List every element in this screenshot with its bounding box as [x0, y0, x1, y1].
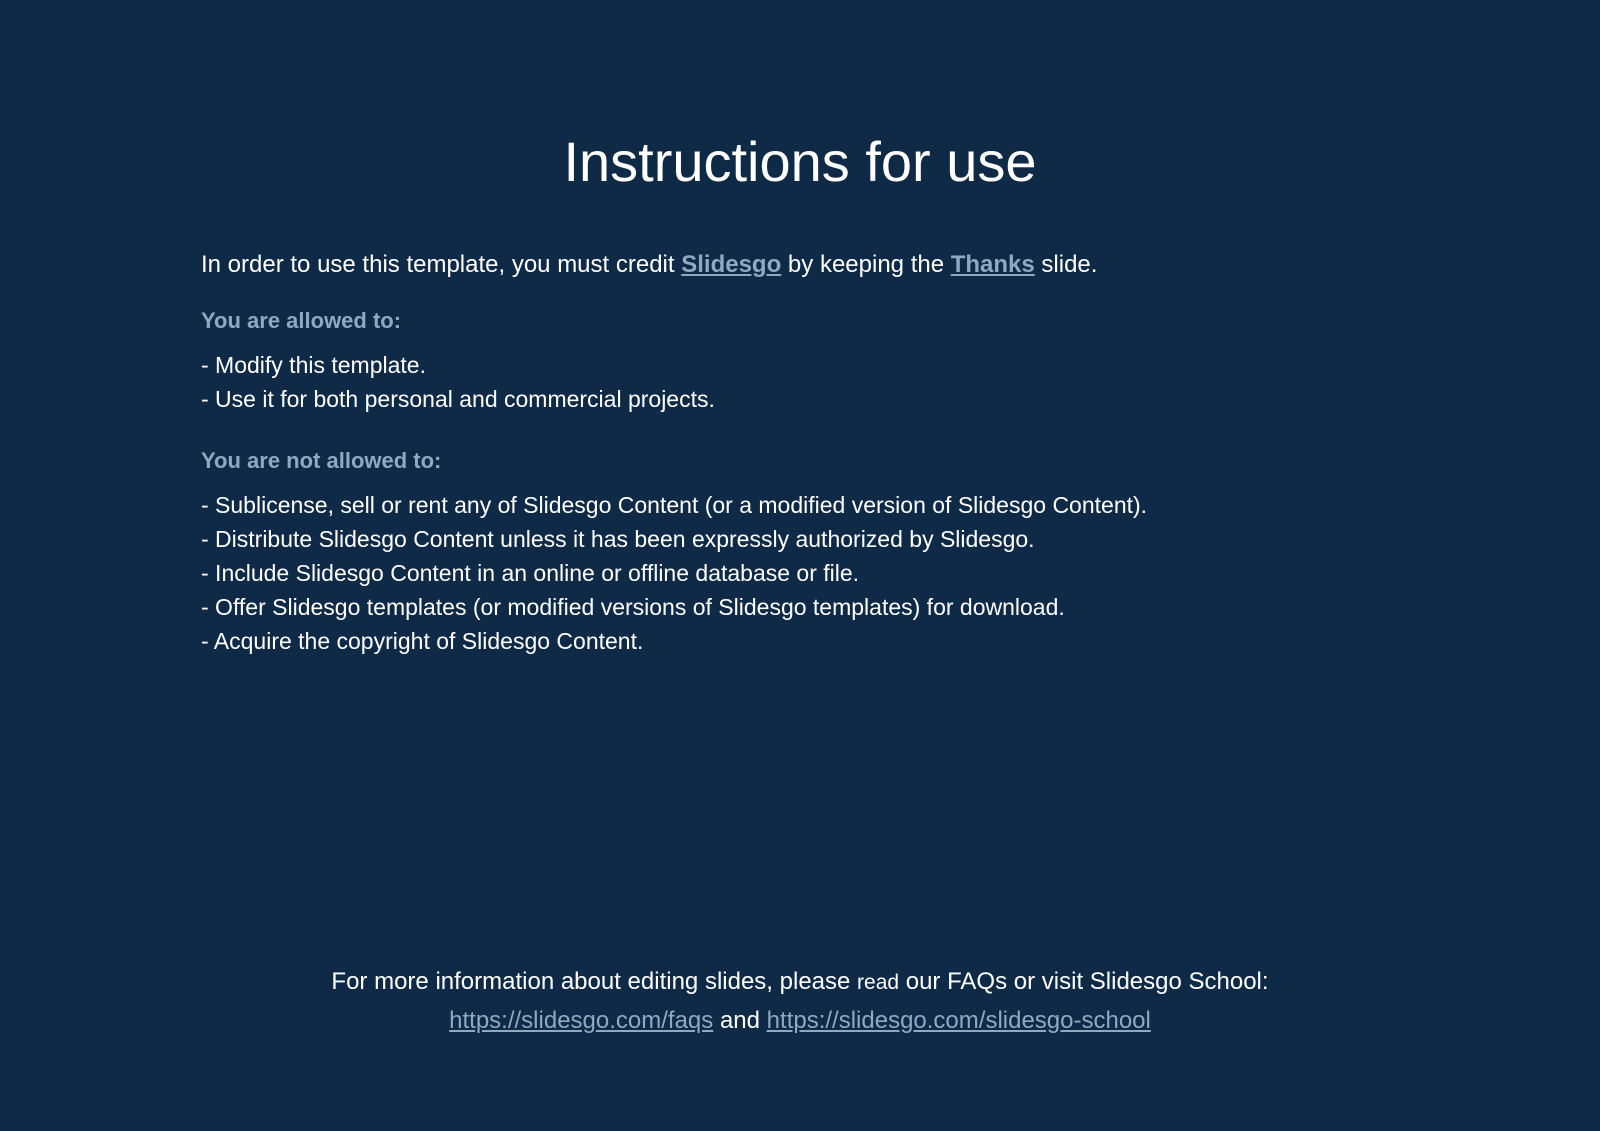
not-allowed-heading: You are not allowed to: [201, 448, 442, 473]
list-item: - Include Slidesgo Content in an online or offline database or file. [201, 560, 860, 586]
footer-text-before: For more information about editing slides, please [331, 968, 858, 995]
not-allowed-list [201, 488, 1401, 658]
list-item: - Sublicense, sell or rent any of Slidesgo Content (or a modified version of Slidesgo Content). [201, 492, 1148, 518]
footer-line-2 [0, 1002, 1600, 1040]
intro-middle: by keeping the [781, 251, 951, 278]
content-block [201, 248, 1401, 658]
allowed-list [201, 348, 1401, 416]
list-item: - Use it for both personal and commercial projects. [201, 386, 715, 412]
faqs-link[interactable]: https://slidesgo.com/faqs [449, 1007, 714, 1034]
list-item: - Acquire the copyright of Slidesgo Content. [201, 628, 644, 654]
footer-and: and [713, 1007, 767, 1034]
intro-before: In order to use this template, you must credit [201, 251, 682, 278]
intro-text [201, 248, 1401, 282]
list-item: - Offer Slidesgo templates (or modified versions of Slidesgo templates) for download. [201, 594, 1065, 620]
list-item: - Modify this template. [201, 352, 426, 378]
footer [0, 963, 1600, 1040]
footer-text-after: our FAQs or visit Slidesgo School: [899, 968, 1269, 995]
footer-line-1 [0, 963, 1600, 1002]
intro-after: slide. [1034, 251, 1098, 278]
thanks-link[interactable]: Thanks [950, 251, 1035, 278]
slidesgo-link[interactable]: Slidesgo [681, 251, 782, 278]
school-link[interactable]: https://slidesgo.com/slidesgo-school [766, 1007, 1151, 1034]
allowed-heading: You are allowed to: [201, 308, 402, 333]
page-title: Instructions for use [563, 129, 1037, 193]
list-item: - Distribute Slidesgo Content unless it has been expressly authorized by Slidesgo. [201, 526, 1035, 552]
footer-text-read: read [857, 971, 900, 994]
